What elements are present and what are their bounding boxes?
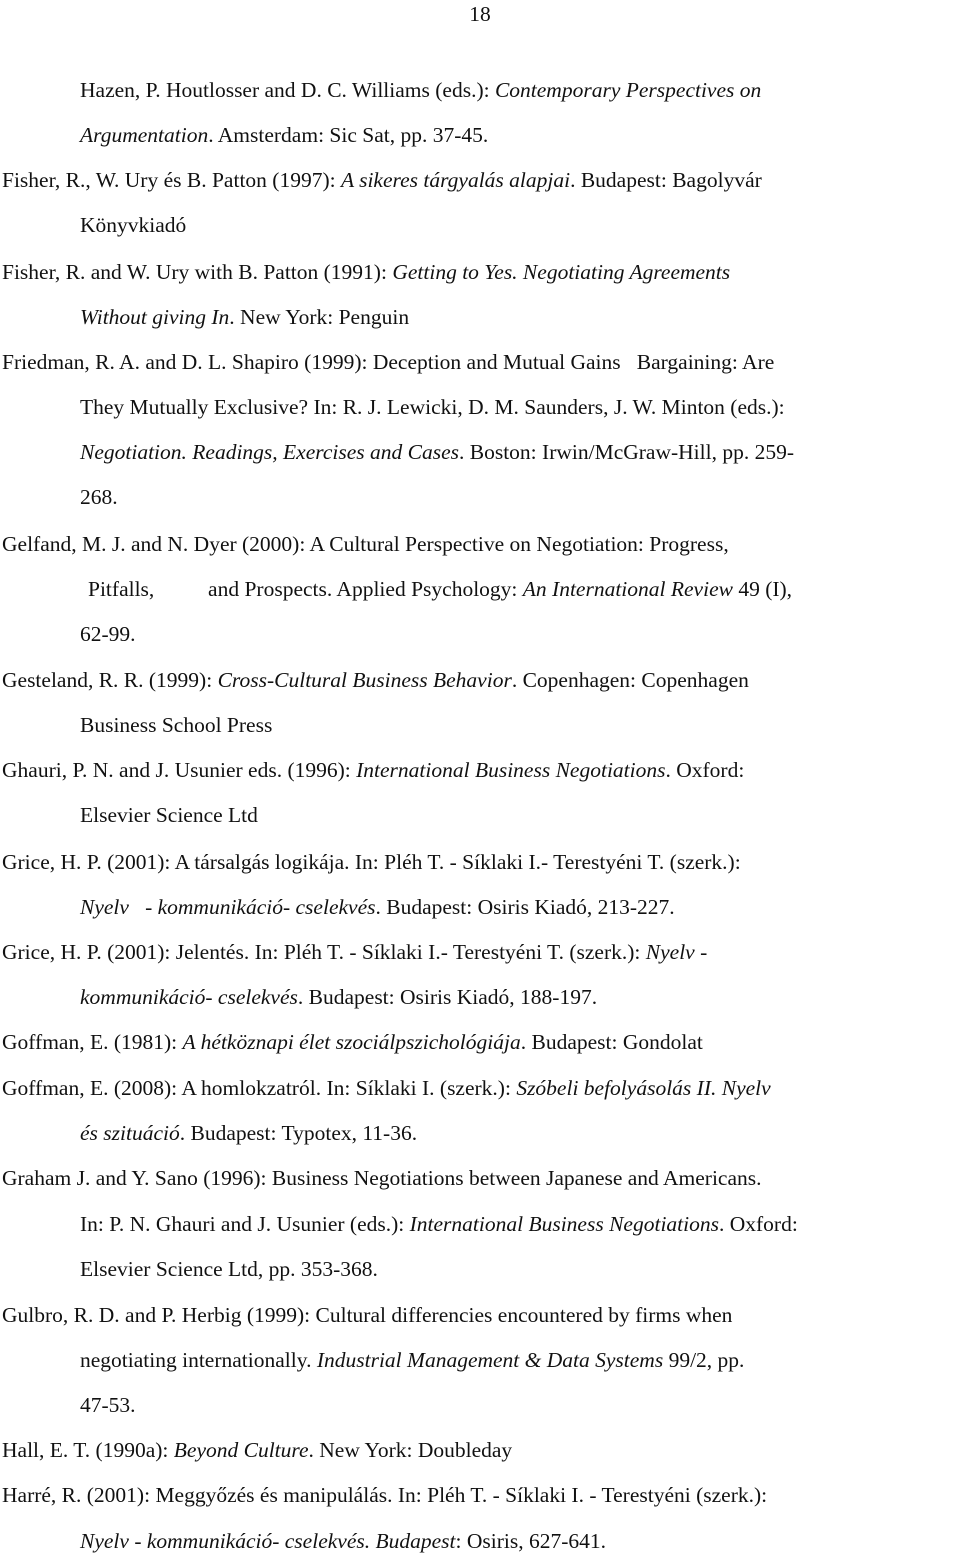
text-segment: Hazen, P. Houtlosser and D. C. Williams (eds.): [80,78,495,102]
reference-line [80,1531,606,1553]
italic-segment: Nyelv - [645,940,708,964]
reference-line [88,579,792,601]
text-segment: . Copenhagen: Copenhagen [511,668,749,692]
reference-line [2,352,774,374]
reference-line [2,262,730,284]
text-segment: Gesteland, R. R. (1999): [2,668,218,692]
reference-line [2,670,749,692]
text-segment: Könyvkiadó [80,213,187,237]
text-segment: . New York: Doubleday [308,1438,513,1462]
text-segment: . Boston: Irwin/McGraw-Hill, pp. 259- [459,440,795,464]
text-segment: Fisher, R., W. Ury és B. Patton (1997): [2,168,341,192]
text-segment: Harré, R. (2001): Meggyőzés és manipulálás. In: Pléh T. - Síklaki I. - Terestyéni (szerk.): [2,1483,768,1507]
text-segment: Goffman, E. (1981): [2,1030,183,1054]
text-segment: They Mutually Exclusive? In: R. J. Lewicki, D. M. Saunders, J. W. Minton (eds.): [80,395,785,419]
page-number: 18 [469,2,491,26]
text-segment: 99/2, pp. [663,1348,745,1372]
text-segment: Elsevier Science Ltd [80,803,258,827]
text-segment: Hall, E. T. (1990a): [2,1438,174,1462]
reference-line [2,1078,771,1100]
text-segment: Fisher, R. and W. Ury with B. Patton (1991): [2,260,393,284]
italic-segment: és szituáció [80,1121,180,1145]
reference-line [80,624,136,646]
text-segment: In: P. N. Ghauri and J. Usunier (eds.): [80,1212,410,1236]
reference-line [80,987,597,1009]
reference-line [80,1395,136,1417]
text-segment: 268. [80,485,118,509]
reference-line [2,1032,703,1054]
reference-line [2,1440,512,1462]
text-segment: . Oxford: [718,1212,798,1236]
text-segment: . Budapest: Gondolat [520,1030,703,1054]
reference-line [80,897,675,919]
italic-segment: Contemporary Perspectives on [494,78,762,102]
text-segment: Gulbro, R. D. and P. Herbig (1999): Cultural differencies encountered by firms when [2,1303,733,1327]
reference-line [80,125,488,147]
italic-segment: Without giving In [80,305,230,329]
reference-line [2,852,741,874]
text-segment: . Budapest: Osiris Kiadó, 188-197. [297,985,598,1009]
italic-segment: Cross-Cultural Business Behavior [217,668,512,692]
reference-line [80,715,272,737]
reference-line [80,1123,417,1145]
reference-line [80,1259,378,1281]
italic-segment: Negotiation. Readings, Exercises and Cases [80,440,459,464]
italic-segment: Industrial Management & Data Systems [316,1348,664,1372]
text-segment: Grice, H. P. (2001): Jelentés. In: Pléh T. - Síklaki I.- Terestyéni T. (szerk.): [2,940,646,964]
text-segment: Elsevier Science Ltd, pp. 353-368. [80,1257,378,1281]
italic-segment: Nyelv - kommunikáció- cselekvés. Budapest [80,1529,456,1553]
text-segment: Gelfand, M. J. and N. Dyer (2000): A Cultural Perspective on Negotiation: Progress, [2,532,729,556]
reference-line [80,80,761,102]
text-segment: 49 (I), [732,577,793,601]
text-segment: . Budapest: Typotex, 11-36. [179,1121,418,1145]
text-segment: Goffman, E. (2008): A homlokzatról. In: Síklaki I. (szerk.): [2,1076,517,1100]
italic-segment: kommunikáció- cselekvés [80,985,298,1009]
italic-segment: A sikeres tárgyalás alapjai [340,168,571,192]
text-segment: Friedman, R. A. and D. L. Shapiro (1999): Deception and Mutual Gains Bargaining: Are [2,350,775,374]
reference-line [80,397,785,419]
italic-segment: An International Review [522,577,733,601]
italic-segment: Getting to Yes. Negotiating Agreements [392,260,731,284]
reference-line [80,215,186,237]
reference-line [2,1305,732,1327]
reference-line [2,170,762,192]
reference-line [80,487,118,509]
reference-line [2,1485,767,1507]
italic-segment: Argumentation [80,123,209,147]
reference-line [80,1350,744,1372]
reference-line [2,534,729,556]
text-segment: Ghauri, P. N. and J. Usunier eds. (1996): [2,758,357,782]
text-segment: Business School Press [80,713,273,737]
text-segment: Pitfalls, and Prospects. Applied Psychology: [88,577,523,601]
italic-segment: International Business Negotiations [409,1212,719,1236]
italic-segment: Nyelv - kommunikáció- cselekvés [80,895,376,919]
text-segment: . Amsterdam: Sic Sat, pp. 37-45. [208,123,489,147]
text-segment: Grice, H. P. (2001): A társalgás logikája. In: Pléh T. - Síklaki I.- Terestyéni T. (szerk.): [2,850,741,874]
text-segment: 47-53. [80,1393,136,1417]
italic-segment: International Business Negotiations [356,758,666,782]
text-segment: . Oxford: [665,758,745,782]
reference-line [80,1214,798,1236]
italic-segment: Beyond Culture [173,1438,309,1462]
text-segment: . Budapest: Osiris Kiadó, 213-227. [375,895,675,919]
text-segment: . Budapest: Bagolyvár [570,168,762,192]
italic-segment: Szóbeli befolyásolás II. Nyelv [516,1076,771,1100]
text-segment: negotiating internationally. [80,1348,317,1372]
reference-line [2,1168,762,1190]
reference-line [2,760,744,782]
text-segment: 62-99. [80,622,136,646]
reference-line [80,805,258,827]
reference-line [80,307,409,329]
text-segment: Graham J. and Y. Sano (1996): Business Negotiations between Japanese and Americans. [2,1166,762,1190]
reference-line [80,442,794,464]
reference-line [2,942,707,964]
text-segment: : Osiris, 627-641. [455,1529,606,1553]
text-segment: . New York: Penguin [229,305,410,329]
italic-segment: A hétköznapi élet szociálpszichológiája [182,1030,521,1054]
